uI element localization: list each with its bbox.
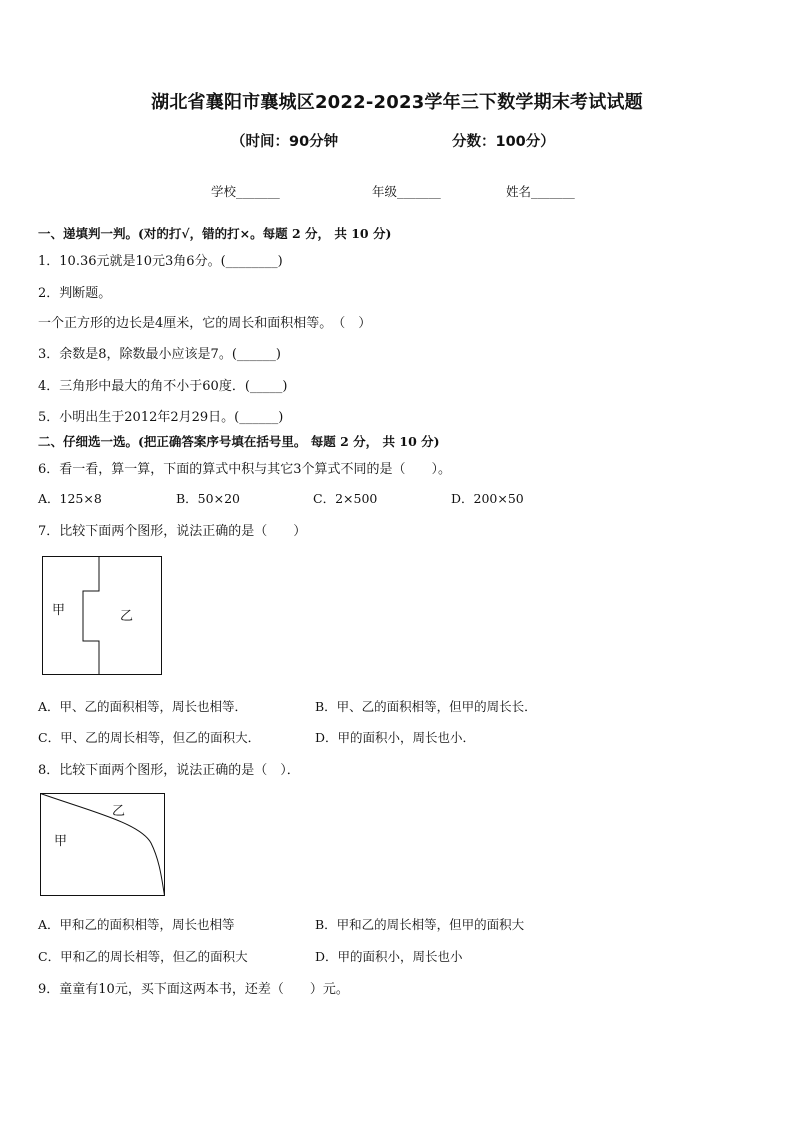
q7-option-d: D．甲的面积小，周长也小． (315, 730, 476, 745)
name-field: 姓名_______ (506, 184, 575, 199)
exam-title: 湖北省襄阳市襄城区2022-2023学年三下数学期末考试试题 (151, 92, 643, 113)
q7-option-a: A．甲、乙的面积相等，周长也相等． (38, 699, 248, 714)
grade-field: 年级_______ (372, 184, 441, 199)
question-5: 5．小明出生于2012年2月29日。(______) (38, 410, 284, 425)
school-field: 学校_______ (211, 184, 280, 199)
q8-option-c: C．甲和乙的周长相等，但乙的面积大 (38, 949, 248, 964)
question-3: 3．余数是8，除数最小应该是7。(______) (38, 347, 281, 362)
q8-figure (40, 793, 166, 897)
q7-option-b: B．甲、乙的面积相等，但甲的周长长． (315, 699, 537, 714)
q7-label-yi: 乙 (120, 609, 134, 624)
q8-option-d: D．甲的面积小，周长也小 (315, 949, 463, 964)
question-9: 9．童童有10元，买下面这两本书，还差（ ）元。 (38, 982, 349, 997)
question-4: 4．三角形中最大的角不小于60度．(_____) (38, 379, 288, 394)
q8-option-a: A．甲和乙的面积相等，周长也相等 (38, 917, 235, 932)
q6-option-d: D．200×50 (451, 491, 524, 506)
q6-option-b: B．50×20 (176, 491, 240, 506)
q8-label-yi: 乙 (112, 804, 126, 819)
section-2-heading: 二、仔细选一选。(把正确答案序号填在括号里。 每题 2 分， 共 10 分) (38, 434, 440, 449)
q6-option-a: A．125×8 (38, 491, 102, 506)
q7-figure (42, 556, 164, 676)
question-2: 2．判断题。 (38, 286, 112, 301)
question-2-body: 一个正方形的边长是4厘米，它的周长和面积相等。 （ ） (38, 316, 372, 331)
q8-option-b: B．甲和乙的周长相等，但甲的面积大 (315, 917, 525, 932)
q7-option-c: C．甲、乙的周长相等，但乙的面积大． (38, 730, 261, 745)
exam-score: 分数：100分） (452, 134, 555, 150)
exam-time: （时间：90分钟 (231, 134, 339, 150)
q7-label-jia: 甲 (52, 603, 66, 618)
question-8: 8．比较下面两个图形，说法正确的是（ ）． (38, 763, 300, 778)
q7-divider-line (83, 557, 99, 675)
q8-label-jia: 甲 (54, 834, 68, 849)
question-7: 7．比较下面两个图形，说法正确的是（ ） (38, 524, 307, 539)
question-6: 6．看一看，算一算，下面的算式中积与其它3个算式不同的是（ ）。 (38, 462, 452, 477)
section-1-heading: 一、递填判一判。(对的打√，错的打×。每题 2 分， 共 10 分) (38, 226, 392, 241)
question-1: 1．10.36元就是10元3角6分。(________) (38, 254, 283, 269)
q6-option-c: C．2×500 (313, 491, 378, 506)
